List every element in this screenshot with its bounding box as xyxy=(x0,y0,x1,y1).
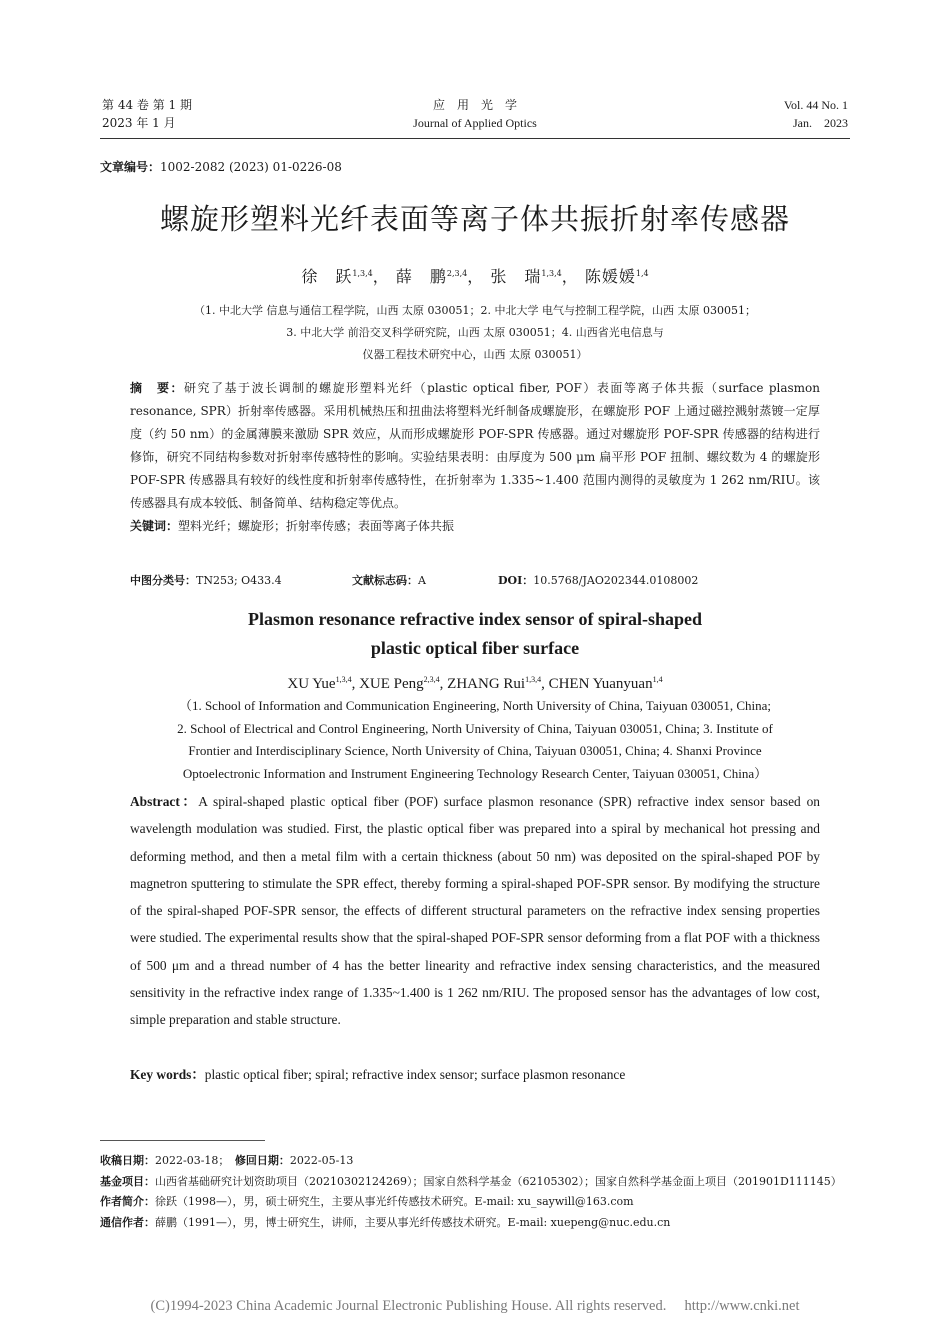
keywords-cn-label: 关键词： xyxy=(130,519,179,533)
keywords-en-label: Key words： xyxy=(130,1067,205,1082)
copyright-line: (C)1994-2023 China Academic Journal Electronic Publishing House. All rights reserved. http://www.cnki.net xyxy=(150,1298,800,1314)
article-number xyxy=(100,158,342,176)
revised-label: 修回日期： xyxy=(234,1154,290,1167)
footnotes xyxy=(100,1151,850,1233)
header-date: 2023 年 1 月 xyxy=(102,116,176,130)
title-en-line: plastic optical fiber surface xyxy=(370,638,580,658)
affiliation-line: 仪器工程技术研究中心，山西 太原 030051） xyxy=(362,348,588,361)
author-affil-sup: 2,3,4 xyxy=(446,269,468,278)
header-volume: 第 44 卷 第 1 期 xyxy=(102,98,192,112)
affiliation-line: Optoelectronic Information and Instrument Engineering Technology Research Center, Taiyuan 030051, China） xyxy=(182,766,768,782)
author-affil-sup: 1,4 xyxy=(635,269,649,278)
author-affil-sup: 1,3,4 xyxy=(335,675,352,684)
header-divider xyxy=(100,138,850,139)
abstract-cn xyxy=(130,377,820,538)
affiliation-line: （1. School of Information and Communication Engineering, North University of China, Taiyuan 030051, China; xyxy=(178,698,772,713)
affiliations-cn xyxy=(100,300,850,366)
journal-name-cn: 应 用 光 学 xyxy=(432,98,517,112)
doc-code-label: 文献标志码： xyxy=(352,574,418,587)
author-separator: , xyxy=(351,676,360,692)
doi xyxy=(498,572,698,590)
title-cn: 螺旋形塑料光纤表面等离子体共振折射率传感器 xyxy=(159,202,790,236)
author-en: ZHANG Rui xyxy=(447,676,526,692)
abstract-en-text: A spiral-shaped plastic optical fiber (POF) surface plasmon resonance (SPR) refractive index sensor based on wavelength modulation was studied. First, the plastic optical fiber was prepared into a spiral by mechanical hot pressing and deforming method, and then a metal film with a certain thickness (about 50 nm) was deposited on the spiral-shaped POF by magnetron sputtering to stimulate the SPR effect, thereby forming a spiral-shaped POF-SPR sensor. By modifying the structure of the spiral-shaped POF-SPR sensor, the effects of different structural parameters on the refractive index sensing properties were studied. The experimental results show that the spiral-shaped POF-SPR sensor deforming from a flat POF with a thickness of 500 μm and a thread number of 4 has the better linearity and refractive index sensing characteristics, and the measured sensitivity in the refractive index range of 1.335~1.400 is 1 262 nm/RIU. The proposed sensor has the advantages of low cost, simple preparation and stable structure. xyxy=(130,794,820,1028)
received-date: 2022-03-18； xyxy=(155,1154,235,1167)
footnote-author xyxy=(100,1192,850,1213)
author-cn: 陈媛媛 xyxy=(584,267,636,286)
doi-value: 10.5768/JAO202344.0108002 xyxy=(533,574,699,587)
document-code xyxy=(352,572,426,590)
author-cn: 张 瑞 xyxy=(490,267,542,286)
article-number-value: 1002-2082 (2023) 01-0226-08 xyxy=(160,160,342,174)
keywords-cn xyxy=(130,515,820,538)
authors-en xyxy=(100,673,850,695)
keywords-en-text: plastic optical fiber; spiral; refractive index sensor; surface plasmon resonance xyxy=(204,1067,626,1082)
author-cn: 徐 跃 xyxy=(301,267,353,286)
author-affil-sup: 1,4 xyxy=(652,675,663,684)
header-issue xyxy=(102,96,192,132)
author-separator: ， xyxy=(561,267,579,286)
clc-value: TN253; O433.4 xyxy=(196,574,282,587)
header-volume-en: Vol. 44 No. 1 xyxy=(783,98,848,112)
corresponding-text: 薛鹏（1991—），男，博士研究生，讲师，主要从事光纤传感技术研究。E-mail: xuepeng@nuc.edu.cn xyxy=(155,1215,671,1229)
abstract-cn-body xyxy=(130,377,820,515)
affiliation-line: 3. 中北大学 前沿交叉科学研究院，山西 太原 030051；4. 山西省光电信息与 xyxy=(286,326,664,339)
article-number-label: 文章编号： xyxy=(100,160,161,174)
authors-cn xyxy=(100,264,850,290)
author-bio-label: 作者简介： xyxy=(100,1195,155,1208)
revised-date: 2022-05-13 xyxy=(289,1154,354,1167)
footnote-funding xyxy=(100,1172,850,1193)
title-en-line: Plasmon resonance refractive index sensor of spiral-shaped xyxy=(248,609,702,629)
author-affil-sup: 2,3,4 xyxy=(423,675,440,684)
clc-label: 中图分类号： xyxy=(130,574,196,587)
author-separator: ， xyxy=(372,267,390,286)
abstract-en xyxy=(130,788,820,1034)
header-journal xyxy=(300,96,650,132)
abstract-en-label: Abstract： xyxy=(130,794,199,809)
footnote-divider xyxy=(100,1140,265,1141)
author-en: CHEN Yuanyuan xyxy=(548,676,653,692)
author-affil-sup: 1,3,4 xyxy=(525,675,542,684)
author-affil-sup: 1,3,4 xyxy=(541,269,562,278)
header-issue-en xyxy=(784,96,848,132)
header-date-en: Jan. 2023 xyxy=(793,116,848,130)
keywords-cn-text: 塑料光纤；螺旋形；折射率传感；表面等离子体共振 xyxy=(178,519,455,533)
journal-name-en: Journal of Applied Optics xyxy=(413,116,537,130)
author-en: XU Yue xyxy=(287,676,336,692)
author-bio-text: 徐跃（1998—），男，硕士研究生，主要从事光纤传感技术研究。E-mail: xu_saywill@163.com xyxy=(155,1195,634,1208)
title-en xyxy=(120,605,830,663)
affiliations-en xyxy=(120,695,830,786)
author-separator: ， xyxy=(467,267,485,286)
abstract-cn-text: 研究了基于波长调制的螺旋形塑料光纤（plastic optical fiber, POF）表面等离子体共振（surface plasmon resonance, SPR）折射率传感器。采用机械热压和扭曲法将塑料光纤制备成螺旋形，在螺旋形 POF 上通过磁控溅射蒸镀一定厚度（约 50 nm）的金属薄膜来激励 SPR 效应，从而形成螺旋形 POF-SPR 传感器。通过对螺旋形 POF-SPR 传感器的结构进行修饰，研究不同结构参数对折射率传感特性的影响。实验结果表明：由厚度为 500 μm 扁平形 POF 扭制、螺纹数为 4 的螺旋形 POF-SPR 传感器具有较好的线性度和折射率传感特性，在折射率为 1.335~1.400 范围内测得的灵敏度为 1 262 nm/RIU。该传感器具有成本较低、制备简单、结构稳定等优点。 xyxy=(130,381,820,510)
affiliation-line: 2. School of Electrical and Control Engineering, North University of China, Taiyuan 030051, China; 3. Institute of xyxy=(177,720,773,736)
abstract-cn-label: 摘 要： xyxy=(130,381,185,395)
author-cn: 薛 鹏 xyxy=(395,267,447,286)
author-separator: , xyxy=(439,676,448,692)
doc-code-value: A xyxy=(418,574,426,587)
footnote-dates xyxy=(100,1151,850,1172)
fund-label: 基金项目： xyxy=(100,1174,155,1188)
clc-number xyxy=(130,572,282,590)
received-label: 收稿日期： xyxy=(100,1154,155,1167)
footnote-corresponding xyxy=(100,1213,850,1234)
corresponding-label: 通信作者： xyxy=(100,1215,155,1229)
affiliation-line: Frontier and Interdisciplinary Science, North University of China, Taiyuan 030051, China; 4. Shanxi Province xyxy=(188,743,762,759)
affiliation-line: （1. 中北大学 信息与通信工程学院，山西 太原 030051；2. 中北大学 电气与控制工程学院，山西 太原 030051； xyxy=(194,304,756,317)
fund-text: 山西省基础研究计划资助项目（20210302124269）；国家自然科学基金（62105302）；国家自然科学基金面上项目（201901D111145） xyxy=(155,1174,842,1188)
keywords-en xyxy=(130,1064,820,1086)
doi-label: DOI： xyxy=(498,574,534,587)
author-affil-sup: 1,3,4 xyxy=(352,269,373,278)
author-separator: , xyxy=(541,676,549,692)
author-en: XUE Peng xyxy=(359,676,424,692)
